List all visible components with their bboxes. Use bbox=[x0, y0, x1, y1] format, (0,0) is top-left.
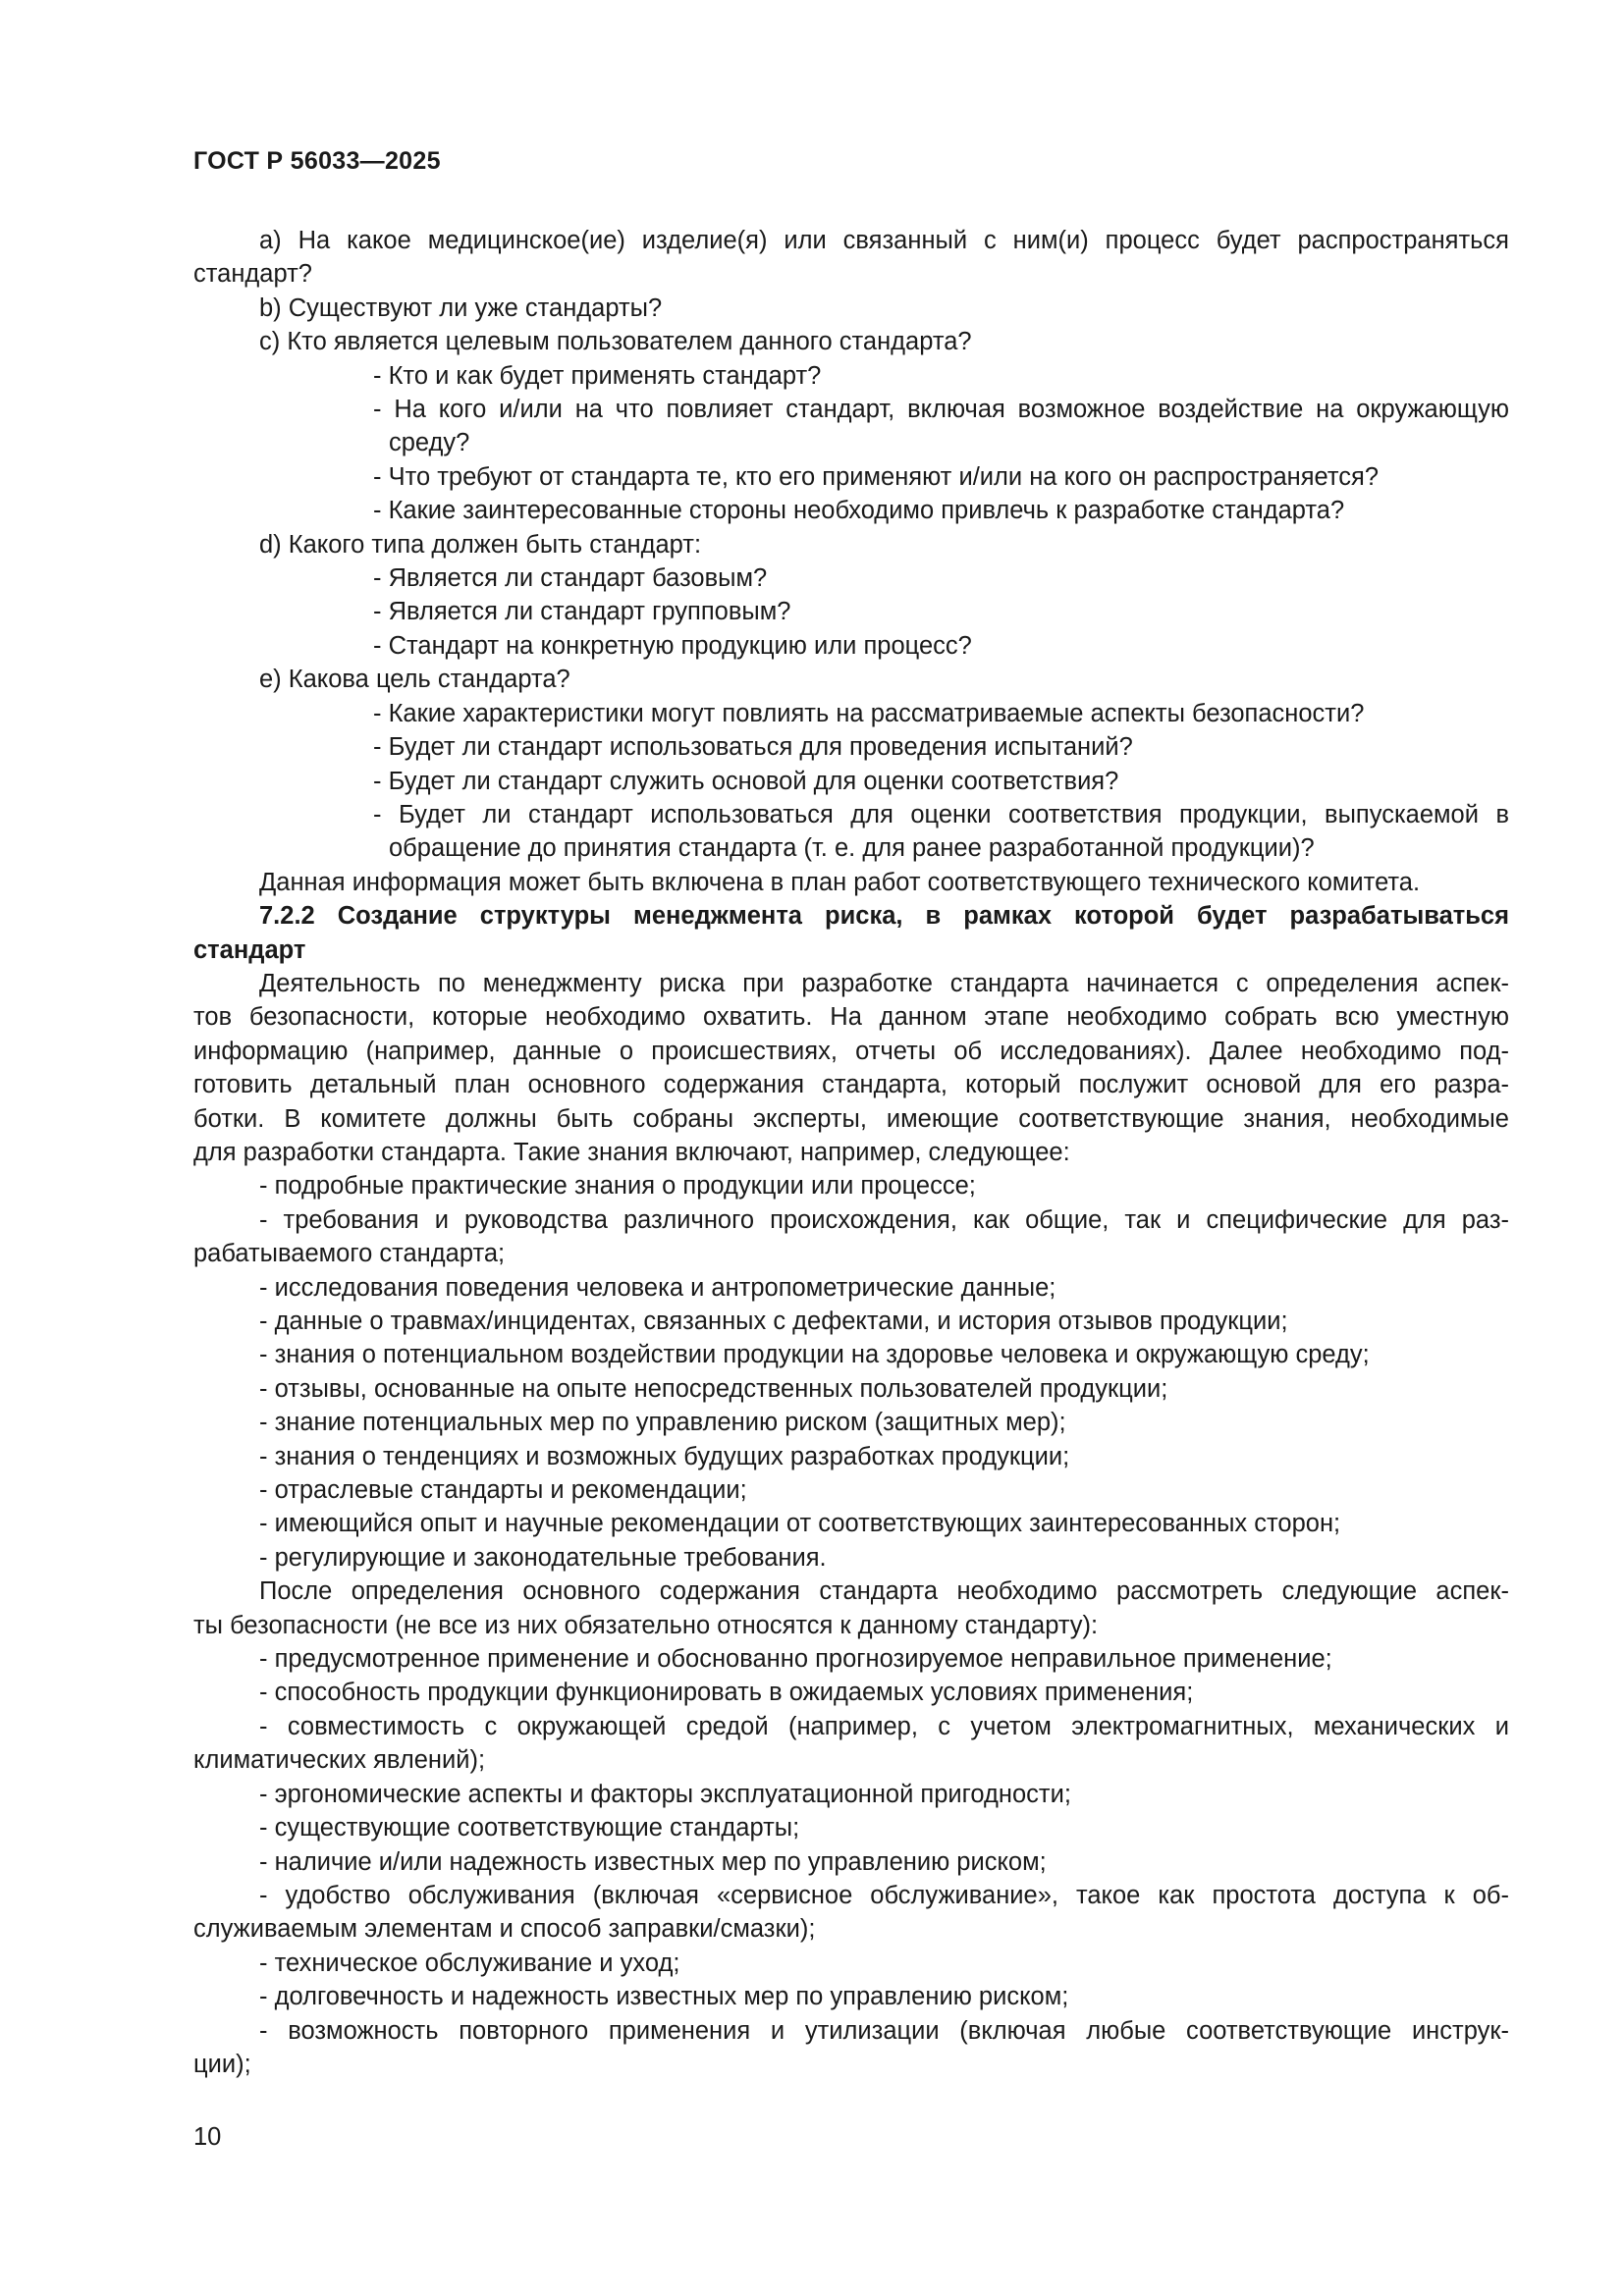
paragraph: готовить детальный план основного содержания стандарта, который послужит основой для его разра- bbox=[193, 1071, 1509, 1099]
paragraph: Деятельность по менеджменту риска при разработке стандарта начинается с определения аспек- bbox=[259, 969, 1509, 997]
section-heading-cont: стандарт bbox=[193, 935, 306, 964]
document-header: ГОСТ Р 56033—2025 bbox=[193, 147, 441, 175]
sub-item-cont: обращение до принятия стандарта (т. е. для ранее разработанной продукции)? bbox=[389, 834, 1315, 863]
sub-item: - Кто и как будет применять стандарт? bbox=[373, 361, 822, 390]
bullet-item: - отзывы, основанные на опыте непосредственных пользователей продукции; bbox=[259, 1374, 1168, 1403]
bullet-item: - возможность повторного применения и утилизации (включая любые соответствующие инструк- bbox=[259, 2016, 1509, 2045]
bullet-item: - существующие соответствующие стандарты; bbox=[259, 1814, 800, 1842]
bullet-item: - знания о потенциальном воздействии продукции на здоровье человека и окружающую среду; bbox=[259, 1341, 1370, 1369]
paragraph: тов безопасности, которые необходимо охватить. На данном этапе необходимо собрать всю уместную bbox=[193, 1003, 1509, 1032]
bullet-item: - техническое обслуживание и уход; bbox=[259, 1949, 680, 1977]
list-item-a: a) На какое медицинское(ие) изделие(я) или связанный с ним(и) процесс будет распространяться bbox=[259, 227, 1509, 254]
bullet-item: - предусмотренное применение и обоснованно прогнозируемое неправильное применение; bbox=[259, 1645, 1332, 1674]
paragraph: для разработки стандарта. Такие знания включают, например, следующее: bbox=[193, 1138, 1070, 1166]
bullet-item: - регулирующие и законодательные требования. bbox=[259, 1543, 827, 1572]
sub-item: - Является ли стандарт групповым? bbox=[373, 598, 791, 626]
bullet-item: - совместимость с окружающей средой (например, с учетом электромагнитных, механических и bbox=[259, 1712, 1509, 1740]
bullet-item-cont: климатических явлений); bbox=[193, 1746, 486, 1775]
bullet-item: - исследования поведения человека и антропометрические данные; bbox=[259, 1273, 1056, 1302]
list-item-b: b) Существуют ли уже стандарты? bbox=[259, 294, 663, 322]
bullet-item: - подробные практические знания о продукции или процессе; bbox=[259, 1172, 976, 1201]
list-item-e: e) Какова цель стандарта? bbox=[259, 666, 570, 694]
bullet-item: - знания о тенденциях и возможных будущих разработках продукции; bbox=[259, 1442, 1070, 1470]
sub-item: - Будет ли стандарт использоваться для оценки соответствия продукции, выпускаемой в bbox=[373, 800, 1509, 828]
bullet-item: - способность продукции функционировать в ожидаемых условиях применения; bbox=[259, 1679, 1194, 1707]
bullet-item: - данные о травмах/инцидентах, связанных с дефектами, и история отзывов продукции; bbox=[259, 1308, 1288, 1335]
paragraph: ботки. В комитете должны быть собраны эксперты, имеющие соответствующие знания, необходимые bbox=[193, 1104, 1509, 1133]
bullet-item: - эргономические аспекты и факторы эксплуатационной пригодности; bbox=[259, 1780, 1071, 1808]
bullet-item: - удобство обслуживания (включая «сервисное обслуживание», такое как простота доступа к об- bbox=[259, 1881, 1509, 1909]
sub-item: - Будет ли стандарт использоваться для проведения испытаний? bbox=[373, 733, 1133, 762]
list-item-a-cont: стандарт? bbox=[193, 260, 312, 289]
paragraph: информацию (например, данные о происшествиях, отчеты об исследованиях). Далее необходимо под- bbox=[193, 1037, 1509, 1065]
paragraph: ты безопасности (не все из них обязательно относятся к данному стандарту): bbox=[193, 1611, 1099, 1639]
paragraph: Данная информация может быть включена в план работ соответствующего технического комитета. bbox=[259, 868, 1421, 896]
sub-item: - Будет ли стандарт служить основой для оценки соответствия? bbox=[373, 767, 1119, 795]
page-number: 10 bbox=[193, 2123, 222, 2151]
bullet-item: - требования и руководства различного происхождения, как общие, так и специфические для раз- bbox=[259, 1205, 1509, 1234]
paragraph: После определения основного содержания стандарта необходимо рассмотреть следующие аспек- bbox=[259, 1577, 1509, 1606]
bullet-item: - отраслевые стандарты и рекомендации; bbox=[259, 1476, 747, 1505]
bullet-item-cont: рабатываемого стандарта; bbox=[193, 1240, 506, 1268]
document-body bbox=[193, 224, 1509, 2081]
sub-item: - Какие характеристики могут повлиять на рассматриваемые аспекты безопасности? bbox=[373, 699, 1365, 727]
sub-item: - На кого и/или на что повлияет стандарт, включая возможное воздействие на окружающую bbox=[373, 396, 1509, 424]
sub-item: - Стандарт на конкретную продукцию или процесс? bbox=[373, 631, 972, 660]
list-item-c: c) Кто является целевым пользователем данного стандарта? bbox=[259, 328, 972, 356]
bullet-item: - наличие и/или надежность известных мер по управлению риском; bbox=[259, 1847, 1047, 1876]
bullet-item: - имеющийся опыт и научные рекомендации от соответствующих заинтересованных сторон; bbox=[259, 1510, 1341, 1538]
bullet-item-cont: ции); bbox=[193, 2050, 251, 2078]
bullet-item: - долговечность и надежность известных мер по управлению риском; bbox=[259, 1983, 1069, 2011]
section-heading: 7.2.2 Создание структуры менеджмента риска, в рамках которой будет разрабатываться bbox=[259, 902, 1509, 931]
sub-item: - Какие заинтересованные стороны необходимо привлечь к разработке стандарта? bbox=[373, 497, 1345, 525]
list-item-d: d) Какого типа должен быть стандарт: bbox=[259, 530, 702, 559]
bullet-item: - знание потенциальных мер по управлению риском (защитных мер); bbox=[259, 1409, 1066, 1437]
bullet-item-cont: служиваемым элементам и способ заправки/смазки); bbox=[193, 1915, 816, 1944]
sub-item: - Является ли стандарт базовым? bbox=[373, 564, 768, 593]
sub-item-cont: среду? bbox=[389, 429, 470, 457]
sub-item: - Что требуют от стандарта те, кто его применяют и/или на кого он распространяется? bbox=[373, 462, 1379, 491]
